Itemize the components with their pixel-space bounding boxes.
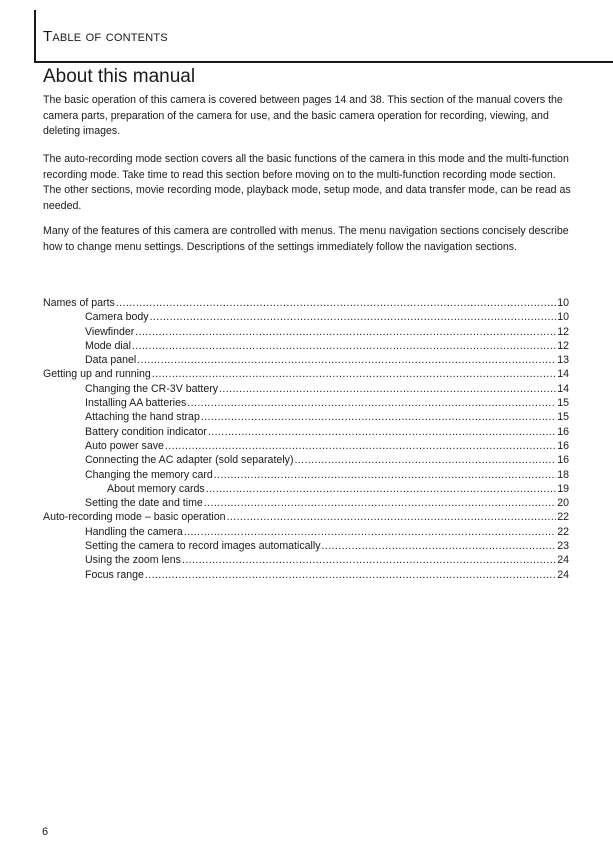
header-vertical-rule (34, 10, 36, 62)
toc-entry[interactable] (43, 510, 569, 524)
toc-entry-page: 13 (557, 354, 569, 367)
toc-entry-page: 15 (557, 411, 569, 424)
toc-entry-label: Viewfinder (85, 325, 135, 338)
toc-entry[interactable] (43, 339, 569, 353)
toc-entry[interactable] (43, 539, 569, 553)
toc-leader-dots (201, 410, 556, 424)
toc-entry-label: Camera body (85, 311, 149, 324)
toc-leader-dots (184, 525, 556, 539)
toc-entry-page: 23 (557, 540, 569, 553)
toc-entry[interactable] (43, 410, 569, 424)
section-header: Table of contents (43, 28, 168, 45)
toc-entry-page: 12 (557, 325, 569, 338)
toc-entry-label: Changing the CR-3V battery (85, 382, 219, 395)
toc-entry-page: 14 (557, 368, 569, 381)
intro-paragraph-3: Many of the features of this camera are controlled with menus. The menu navigation sections concisely describe how to change menu settings. Descriptions of the settings immediately follow the navigation sections. (43, 225, 569, 253)
toc-entry[interactable] (43, 482, 569, 496)
toc-leader-dots (227, 510, 557, 524)
toc-entry-label: Focus range (85, 568, 144, 581)
toc-entry-label: Names of parts (43, 297, 115, 309)
toc-entry-label: Auto-recording mode – basic operation (43, 511, 226, 524)
toc-entry[interactable] (43, 468, 569, 482)
toc-entry[interactable] (43, 367, 569, 381)
toc-entry-label: Mode dial (85, 339, 131, 352)
toc-leader-dots (294, 453, 556, 467)
toc-entry[interactable] (43, 525, 569, 539)
toc-leader-dots (135, 325, 556, 339)
intro-paragraph-1: The basic operation of this camera is covered between pages 14 and 38. This section of the manual covers the camera parts, preparation of the camera for use, and the basic camera operation for recording, viewing, and deleting images. (43, 94, 563, 137)
toc-leader-dots (150, 310, 557, 324)
toc-entry[interactable] (43, 353, 569, 367)
toc-leader-dots (206, 482, 556, 496)
toc-entry[interactable] (43, 553, 569, 567)
toc-entry[interactable] (43, 568, 569, 582)
toc-entry[interactable] (43, 396, 569, 410)
toc-leader-dots (145, 568, 556, 582)
toc-entry-label: Getting up and running (43, 368, 151, 381)
page-number: 6 (42, 826, 49, 838)
toc-entry-label: Installing AA batteries (85, 397, 187, 410)
toc-entry[interactable] (43, 310, 569, 324)
toc-leader-dots (165, 439, 556, 453)
toc-entry-label: Using the zoom lens (85, 554, 181, 567)
toc-leader-dots (322, 539, 557, 553)
toc-entry-page: 10 (557, 297, 569, 309)
toc-entry-label: Setting the date and time (85, 497, 203, 510)
toc-leader-dots (116, 296, 556, 310)
toc-entry[interactable] (43, 425, 569, 439)
toc-leader-dots (182, 553, 556, 567)
toc-entry-page: 16 (557, 425, 569, 438)
toc-entry-label: Setting the camera to record images automatically (85, 540, 321, 553)
toc-entry-page: 16 (557, 454, 569, 467)
toc-entry-label: Auto power save (85, 439, 164, 452)
toc-entry-page: 24 (557, 568, 569, 581)
toc-entry-page: 16 (557, 439, 569, 452)
toc-entry-page: 24 (557, 554, 569, 567)
page-title: About this manual (43, 66, 196, 87)
toc-entry-page: 14 (557, 382, 569, 395)
toc-entry-page: 22 (557, 525, 569, 538)
toc-entry-page: 18 (557, 468, 569, 481)
toc-entry-page: 15 (557, 397, 569, 410)
toc-leader-dots (132, 339, 556, 353)
toc-entry[interactable] (43, 496, 569, 510)
toc-entry-page: 10 (557, 311, 569, 324)
toc-entry-label: About memory cards (107, 482, 205, 495)
toc-entry-page: 22 (557, 511, 569, 524)
toc-entry-label: Changing the memory card (85, 468, 213, 481)
toc-entry-page: 19 (557, 482, 569, 495)
toc-entry-label: Data panel (85, 354, 137, 367)
toc-leader-dots (204, 496, 556, 510)
toc-entry[interactable] (43, 453, 569, 467)
intro-paragraph-2: The auto-recording mode section covers all the basic functions of the camera in this mode and the multi-function recording mode. Take time to read this section before moving on to the multi-function recording mode section. The other sections, movie recording mode, playback mode, setup mode, and data transfer mode, can be read as needed. (43, 153, 571, 212)
toc-entry[interactable] (43, 382, 569, 396)
toc-entry-page: 20 (557, 497, 569, 510)
toc-entry[interactable] (43, 325, 569, 339)
toc-leader-dots (214, 468, 556, 482)
toc-leader-dots (152, 367, 556, 381)
toc-leader-dots (187, 396, 556, 410)
toc-entry-label: Connecting the AC adapter (sold separately) (85, 454, 294, 467)
table-of-contents (43, 296, 569, 582)
toc-leader-dots (137, 353, 556, 367)
toc-entry-page: 12 (557, 339, 569, 352)
toc-entry-label: Handling the camera (85, 525, 183, 538)
toc-entry[interactable] (43, 296, 569, 310)
header-horizontal-rule (34, 61, 613, 63)
toc-entry-label: Battery condition indicator (85, 425, 207, 438)
toc-entry-label: Attaching the hand strap (85, 411, 200, 424)
toc-entry[interactable] (43, 439, 569, 453)
toc-leader-dots (219, 382, 556, 396)
toc-leader-dots (208, 425, 556, 439)
